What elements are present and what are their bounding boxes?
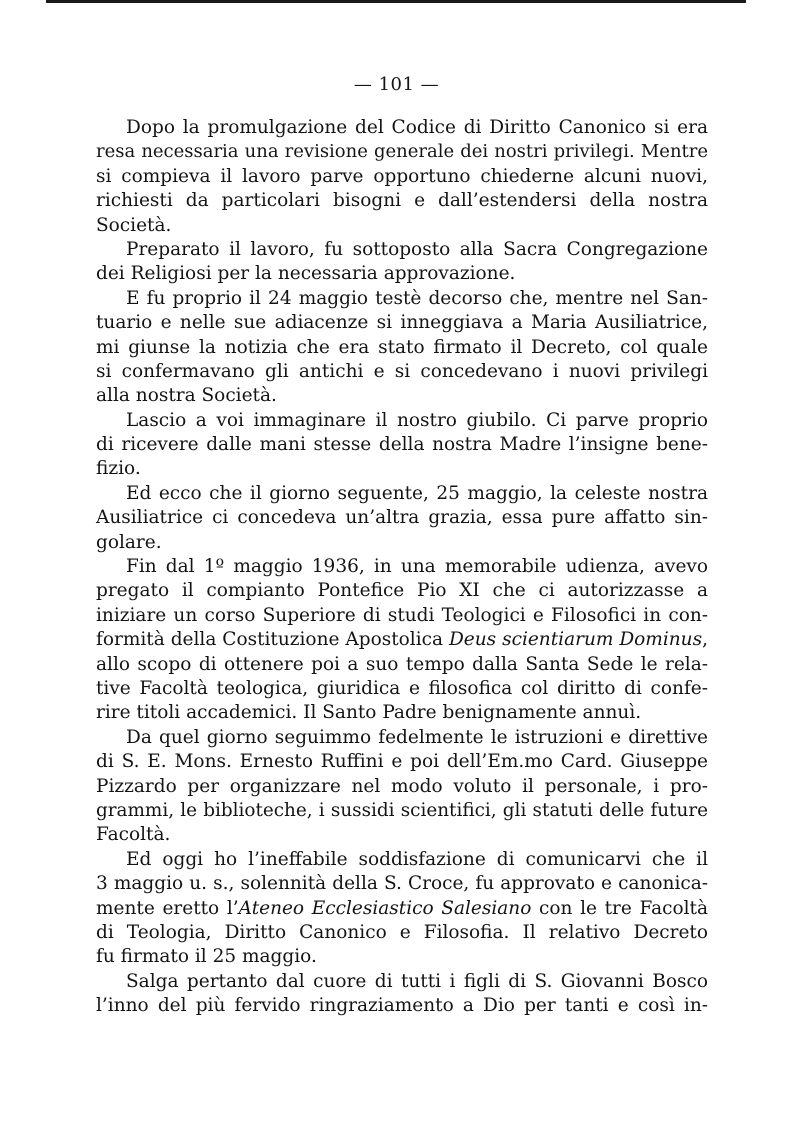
text-line: tuario e nelle sue adiacenze si inneggiava a Maria Ausiliatrice, (96, 312, 708, 334)
paragraph (96, 287, 708, 409)
text-line: iniziare un corso Superiore di studi Teologici e Filosofici in con- (96, 604, 708, 626)
text-line: 3 maggio u. s., solennità della S. Croce, fu approvato e canonica- (96, 873, 708, 895)
text-line-end: , (702, 629, 708, 651)
text-line: Società. (96, 214, 172, 236)
text-line: Dopo la promulgazione del Codice di Diritto Canonico si era (126, 117, 708, 138)
paragraph (96, 848, 708, 970)
text-line: si confermavano gli antichi e si concedevano i nuovi privilegi (96, 360, 708, 382)
text-line: Lascio a voi immaginare il nostro giubilo. Ci parve proprio (126, 409, 708, 431)
text-line-end: con le tre Facoltà (531, 897, 708, 919)
text-line: richiesti da particolari bisogni e dall’estendersi della nostra (96, 190, 708, 212)
paragraph (96, 116, 708, 238)
text-line: pregato il compianto Pontefice Pio XI che ci autorizzasse a (96, 580, 708, 602)
text-line: rire titoli accademici. Il Santo Padre benignamente annuì. (96, 702, 642, 724)
text-line: Ed oggi ho l’ineffabile soddisfazione di comunicarvi che il (126, 848, 708, 870)
text-line: di Teologia, Diritto Canonico e Filosofia. Il relativo Decreto (96, 921, 708, 943)
paragraph (96, 409, 708, 482)
page-number: — 101 — (353, 74, 440, 95)
text-line-start: formità della Costituzione Apostolica (96, 629, 449, 651)
paragraph (96, 238, 708, 287)
text-line: Salga pertanto dal cuore di tutti i figli di S. Giovanni Bosco (126, 970, 708, 992)
text-line: fu firmato il 25 maggio. (96, 946, 317, 968)
paragraph (96, 970, 708, 1019)
text-line: Facoltà. (96, 824, 171, 846)
text-line: allo scopo di ottenere poi a suo tempo dalla Santa Sede le rela- (96, 653, 708, 675)
text-line: golare. (96, 531, 162, 553)
body-text (96, 116, 708, 1018)
text-line (96, 628, 708, 652)
text-line: mi giunse la notizia che era stato firmato il Decreto, col quale (96, 336, 708, 358)
text-line: Da quel giorno seguimmo fedelmente le istruzioni e direttive (126, 726, 708, 748)
text-line: Preparato il lavoro, fu sottoposto alla Sacra Congregazione (126, 238, 708, 260)
text-line: Fin dal 1º maggio 1936, in una memorabile udienza, avevo (126, 556, 708, 578)
text-line: alla nostra Società. (96, 385, 277, 407)
text-line (96, 897, 708, 921)
italic-title: Deus scientiarum Dominus (448, 629, 703, 651)
text-line: dei Religiosi per la necessaria approvazione. (96, 263, 516, 285)
text-line: fizio. (96, 458, 141, 480)
text-line: E fu proprio il 24 maggio testè decorso che, mentre nel San- (126, 287, 708, 309)
text-line: di ricevere dalle mani stesse della nostra Madre l’insigne bene- (96, 434, 708, 456)
text-line-start: mente eretto l’ (96, 897, 239, 919)
paragraph (96, 482, 708, 555)
paragraph (96, 555, 708, 726)
text-line: Ed ecco che il giorno seguente, 25 maggio, la celeste nostra (126, 482, 708, 504)
text-line: Pizzardo per organizzare nel modo voluto il personale, i pro- (96, 775, 708, 797)
text-line: resa necessaria una revisione generale dei nostri privilegi. Mentre (96, 141, 708, 163)
text-line: si compieva il lavoro parve opportuno chiederne alcuni nuovi, (96, 165, 708, 187)
text-line: di S. E. Mons. Ernesto Ruffini e poi dell’Em.mo Card. Giuseppe (96, 751, 708, 773)
paragraph (96, 726, 708, 848)
text-line: grammi, le biblioteche, i sussidi scientifici, gli statuti delle future (96, 799, 708, 821)
text-line: Ausiliatrice ci concedeva un’altra grazia, essa pure affatto sin- (96, 507, 708, 529)
text-line: l’inno del più fervido ringraziamento a Dio per tanti e così in- (96, 995, 708, 1017)
text-line: tive Facoltà teologica, giuridica e filosofica col diritto di confe- (96, 677, 708, 699)
top-border-rule (46, 0, 746, 3)
italic-title: Ateneo Ecclesiastico Salesiano (238, 897, 532, 919)
